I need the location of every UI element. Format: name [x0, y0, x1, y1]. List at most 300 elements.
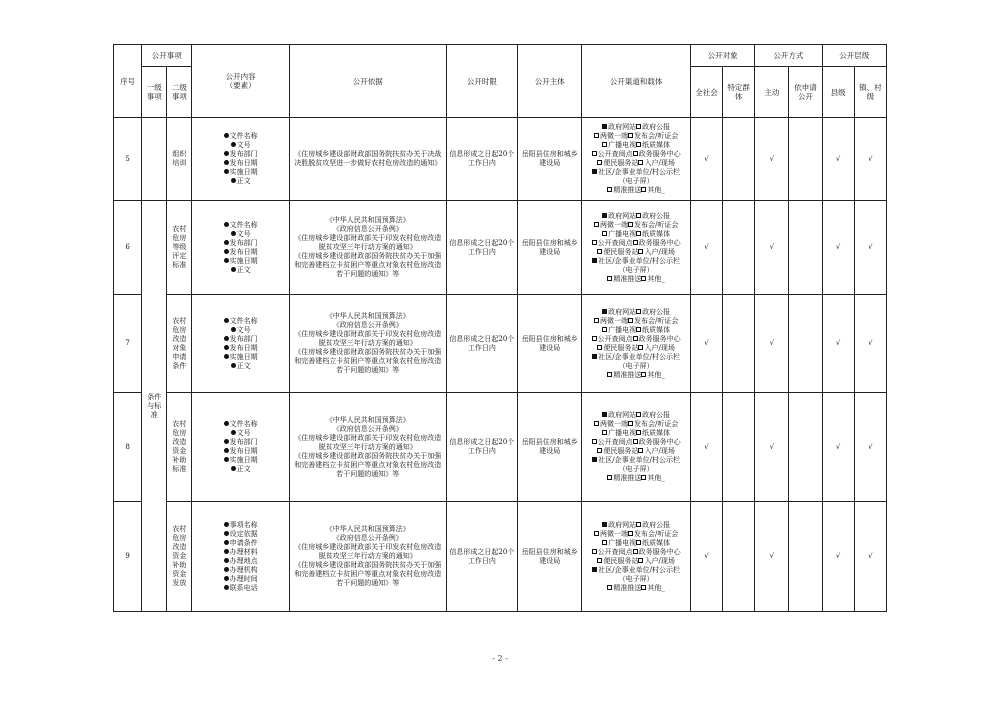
check-town: √ — [854, 201, 886, 295]
unchecked-box-icon — [633, 336, 638, 341]
check-specific — [723, 393, 755, 502]
content-element — [194, 150, 287, 159]
bullet-icon — [224, 531, 229, 536]
content-element — [194, 447, 287, 456]
unchecked-box-icon — [597, 448, 602, 453]
timing-cell: 信息形成之日起20个工作日内 — [446, 393, 517, 502]
channel-line — [584, 326, 688, 335]
channel-text: 发布会/听证会 — [633, 529, 679, 538]
channel-text: 其他_ — [647, 274, 665, 283]
channel-text: 公开查阅点 — [597, 438, 633, 446]
header-level: 公开层级 — [822, 45, 886, 67]
check-town: √ — [854, 295, 886, 393]
content-element — [194, 584, 287, 593]
content-element-text: 申请条件 — [229, 538, 258, 547]
header-level2: 二级事项 — [167, 67, 192, 118]
check-all: √ — [690, 295, 722, 393]
timing-cell: 信息形成之日起20个工作日内 — [446, 502, 517, 612]
unchecked-box-icon — [636, 213, 641, 218]
content-element — [194, 168, 287, 177]
check-county: √ — [822, 502, 854, 612]
subject-cell: 岳阳县住房和城乡建设局 — [518, 393, 582, 502]
content-element-text: 发布部门 — [229, 334, 258, 343]
unchecked-box-icon — [641, 276, 646, 281]
disclosure-table — [113, 44, 887, 612]
unchecked-box-icon — [636, 142, 641, 147]
channel-line — [584, 159, 688, 168]
bullet-icon — [224, 160, 229, 165]
check-county: √ — [822, 295, 854, 393]
basis-cell — [289, 295, 446, 393]
header-target-all: 全社会 — [690, 67, 722, 118]
bullet-icon — [231, 267, 236, 272]
category2-cell: 组织培训 — [167, 118, 192, 201]
basis-line: 《政府信息公开条例》 — [332, 321, 403, 329]
channel-text: 政府公报 — [642, 123, 671, 131]
check-all: √ — [690, 393, 722, 502]
content-element-text: 实施日期 — [229, 168, 258, 176]
content-element — [194, 344, 287, 353]
unchecked-box-icon — [636, 540, 641, 545]
channel-text: 公开查阅点 — [597, 150, 633, 158]
channel-line — [584, 353, 688, 362]
content-element-text: 办理材料 — [229, 547, 258, 556]
bullet-icon — [224, 558, 229, 563]
channel-text: （电子屏） — [618, 177, 654, 185]
bullet-icon — [224, 133, 229, 138]
channel-text: 其他_ — [647, 583, 665, 592]
channel-text: 入户/现场 — [644, 159, 675, 167]
channel-text: 便民服务站 — [603, 447, 639, 455]
channel-text: 其他_ — [647, 474, 665, 482]
content-elements — [192, 393, 290, 502]
table-row — [114, 393, 887, 502]
channel-text: 精准推送 — [613, 583, 642, 592]
channel-line — [584, 275, 688, 284]
check-county: √ — [822, 118, 854, 201]
content-element-text: 文件名称 — [229, 420, 258, 428]
content-element — [194, 257, 287, 266]
basis-line: 《中华人民共和国预算法》 — [325, 312, 410, 320]
channel-text: 政府网站 — [608, 307, 637, 316]
channel-line — [584, 335, 688, 344]
content-element — [194, 530, 287, 539]
subject-cell: 岳阳县住房和城乡建设局 — [518, 295, 582, 393]
header-level-county: 县级 — [822, 67, 854, 118]
check-county: √ — [822, 201, 854, 295]
bullet-icon — [231, 327, 236, 332]
checked-box-icon — [592, 354, 597, 359]
table-row — [114, 502, 887, 612]
basis-line: 《中华人民共和国预算法》 — [325, 525, 410, 533]
unchecked-box-icon — [638, 448, 643, 453]
unchecked-box-icon — [592, 240, 597, 245]
check-all: √ — [690, 502, 722, 612]
channel-text: 入户/现场 — [644, 447, 675, 455]
seq-cell: 6 — [114, 201, 142, 295]
channel-text: 便民服务站 — [603, 159, 639, 167]
check-town: √ — [854, 393, 886, 502]
content-element-text: 发布部门 — [229, 438, 258, 446]
channel-line — [584, 371, 688, 380]
unchecked-box-icon — [592, 336, 597, 341]
channel-cell — [582, 393, 691, 502]
channel-line — [584, 465, 688, 474]
content-element-text: 实施日期 — [229, 456, 258, 464]
checked-box-icon — [602, 309, 607, 314]
channel-text: （电子屏） — [618, 574, 654, 583]
bullet-icon — [224, 318, 229, 323]
unchecked-box-icon — [602, 231, 607, 236]
content-element-text: 文号 — [236, 141, 251, 149]
channel-text: 两微一端 — [599, 316, 628, 325]
table-body — [114, 118, 887, 612]
category1-cell-empty — [142, 118, 167, 201]
channel-text: 便民服务站 — [603, 247, 639, 256]
channel-text: 便民服务站 — [603, 556, 639, 565]
unchecked-box-icon — [636, 412, 641, 417]
channel-text: 便民服务站 — [603, 343, 639, 352]
basis-cell — [289, 118, 446, 201]
channel-cell — [582, 295, 691, 393]
check-request — [789, 502, 822, 612]
channel-text: 社区/企事业单位/村公示栏 — [598, 456, 680, 464]
unchecked-box-icon — [594, 222, 599, 227]
channel-text: （电子屏） — [618, 361, 654, 370]
channel-text: 社区/企事业单位/村公示栏 — [598, 168, 680, 176]
channel-cell — [582, 118, 691, 201]
channel-text: 广播电视 — [608, 538, 637, 547]
channel-text: 纸质媒体 — [642, 229, 671, 238]
channel-text: 精准推送 — [613, 186, 642, 194]
check-specific — [723, 201, 755, 295]
basis-line: 《住房城乡建设部财政部关于印发农村危房改造脱贫攻坚三年行动方案的通知》 — [294, 543, 442, 560]
content-element-text: 发布日期 — [229, 159, 258, 167]
bullet-icon — [231, 178, 236, 183]
unchecked-box-icon — [602, 327, 607, 332]
content-element-text: 文号 — [236, 429, 251, 437]
check-county: √ — [822, 393, 854, 502]
channel-line — [584, 308, 688, 317]
timing-cell: 信息形成之日起20个工作日内 — [446, 295, 517, 393]
channel-line — [584, 221, 688, 230]
channel-text: 入户/现场 — [644, 556, 675, 565]
basis-line: 《政府信息公开条例》 — [332, 424, 403, 433]
content-element — [194, 266, 287, 275]
channel-text: 两微一端 — [599, 132, 628, 140]
check-specific — [723, 295, 755, 393]
channel-text: （电子屏） — [618, 265, 654, 274]
content-element-text: 正文 — [236, 361, 251, 370]
content-element — [194, 548, 287, 557]
content-element — [194, 420, 287, 429]
category2-cell: 农村危房改造资金补助资金发放 — [167, 502, 192, 612]
header-content — [192, 45, 290, 118]
unchecked-box-icon — [628, 531, 633, 536]
content-element — [194, 575, 287, 584]
check-active: √ — [755, 295, 789, 393]
content-element-text: 文件名称 — [229, 132, 258, 140]
content-element — [194, 429, 287, 438]
category2-cell: 农村危房等级评定标准 — [167, 201, 192, 295]
channel-text: 政府网站 — [608, 211, 637, 220]
unchecked-box-icon — [628, 421, 633, 426]
content-element — [194, 557, 287, 566]
content-element — [194, 566, 287, 575]
header-public-item: 公开事项 — [142, 45, 192, 67]
channel-cell — [582, 502, 691, 612]
channel-line — [584, 566, 688, 575]
bullet-icon — [224, 439, 229, 444]
bullet-icon — [231, 466, 236, 471]
timing-cell: 信息形成之日起20个工作日内 — [446, 118, 517, 201]
check-specific — [723, 118, 755, 201]
check-all: √ — [690, 201, 722, 295]
channel-text: 政府公报 — [642, 307, 671, 316]
content-element-text: 正文 — [236, 465, 251, 473]
unchecked-box-icon — [594, 318, 599, 323]
channel-text: 其他_ — [647, 370, 665, 379]
channel-line — [584, 230, 688, 239]
channel-text: 广播电视 — [608, 325, 637, 334]
bullet-icon — [224, 240, 229, 245]
content-element-text: 文号 — [236, 325, 251, 334]
basis-line: 《住房城乡建设部财政部国务院扶贫办关于决战决胜脱贫攻坚进一步做好农村危房改造的通知》 — [294, 150, 442, 167]
unchecked-box-icon — [641, 187, 646, 192]
channel-line — [584, 557, 688, 566]
checked-box-icon — [592, 169, 597, 174]
unchecked-box-icon — [597, 558, 602, 563]
unchecked-box-icon — [607, 475, 612, 480]
table-row — [114, 118, 887, 201]
checked-box-icon — [592, 258, 597, 263]
channel-text: 发布会/听证会 — [633, 316, 679, 325]
unchecked-box-icon — [607, 585, 612, 590]
content-element — [194, 539, 287, 548]
channel-text: 公开查阅点 — [597, 238, 633, 247]
check-request — [789, 393, 822, 502]
bullet-icon — [224, 249, 229, 254]
channel-text: 纸质媒体 — [642, 538, 671, 547]
check-request — [789, 118, 822, 201]
content-element-text: 发布部门 — [229, 238, 258, 247]
content-element — [194, 248, 287, 257]
content-element-text: 办理地点 — [229, 556, 258, 565]
check-specific — [723, 502, 755, 612]
table-row — [114, 295, 887, 393]
content-element-text: 事项名称 — [229, 520, 258, 529]
channel-line — [584, 362, 688, 371]
channel-line — [584, 575, 688, 584]
channel-text: 精准推送 — [613, 274, 642, 283]
channel-line — [584, 539, 688, 548]
channel-text: 发布会/听证会 — [633, 220, 679, 229]
channel-line — [584, 212, 688, 221]
header-subject: 公开主体 — [518, 45, 582, 118]
unchecked-box-icon — [633, 151, 638, 156]
unchecked-box-icon — [633, 240, 638, 245]
unchecked-box-icon — [594, 421, 599, 426]
content-element-text: 实施日期 — [229, 352, 258, 361]
basis-line: 《政府信息公开条例》 — [332, 534, 403, 542]
basis-line: 《政府信息公开条例》 — [332, 225, 403, 233]
channel-line — [584, 141, 688, 150]
channel-line — [584, 447, 688, 456]
header-seq: 序号 — [114, 45, 142, 118]
content-element-text: 发布日期 — [229, 247, 258, 256]
content-element — [194, 335, 287, 344]
check-active: √ — [755, 118, 789, 201]
unchecked-box-icon — [633, 549, 638, 554]
checked-box-icon — [592, 457, 597, 462]
unchecked-box-icon — [594, 133, 599, 138]
channel-text: 精准推送 — [613, 474, 642, 482]
header-timing: 公开时限 — [446, 45, 517, 118]
header-content-title: 公开内容 — [225, 72, 256, 81]
unchecked-box-icon — [597, 160, 602, 165]
basis-cell — [289, 201, 446, 295]
bullet-icon — [224, 258, 229, 263]
channel-text: 政府公报 — [642, 211, 671, 220]
subject-cell: 岳阳县住房和城乡建设局 — [518, 502, 582, 612]
header-target: 公开对象 — [690, 45, 754, 67]
unchecked-box-icon — [607, 372, 612, 377]
channel-line — [584, 132, 688, 141]
table-row — [114, 201, 887, 295]
checked-box-icon — [602, 522, 607, 527]
check-all: √ — [690, 118, 722, 201]
channel-text: 其他_ — [647, 186, 665, 194]
channel-line — [584, 168, 688, 177]
bullet-icon — [231, 231, 236, 236]
unchecked-box-icon — [628, 318, 633, 323]
channel-text: 发布会/听证会 — [633, 420, 679, 428]
channel-text: 入户/现场 — [644, 247, 675, 256]
unchecked-box-icon — [594, 531, 599, 536]
category2-cell: 农村危房改造资金补助标准 — [167, 393, 192, 502]
check-active: √ — [755, 502, 789, 612]
channel-line — [584, 521, 688, 530]
header-channel: 公开渠道和载体 — [582, 45, 691, 118]
checked-box-icon — [602, 412, 607, 417]
basis-line: 《住房城乡建设部财政部国务院扶贫办关于加强和完善建档立卡贫困户等重点对象农村危房改造若干问题的通知》等 — [294, 252, 442, 278]
unchecked-box-icon — [638, 249, 643, 254]
content-element-text: 文号 — [236, 229, 251, 238]
channel-text: （电子屏） — [618, 465, 654, 473]
channel-line — [584, 411, 688, 420]
bullet-icon — [224, 354, 229, 359]
basis-cell — [289, 502, 446, 612]
header-level-town: 镇、村级 — [854, 67, 886, 118]
channel-text: 政务服务中心 — [638, 150, 681, 158]
check-request — [789, 295, 822, 393]
channel-line — [584, 248, 688, 257]
unchecked-box-icon — [607, 276, 612, 281]
content-element — [194, 326, 287, 335]
channel-text: 政务服务中心 — [638, 438, 681, 446]
channel-text: 政府公报 — [642, 520, 671, 529]
channel-text: 社区/企事业单位/村公示栏 — [598, 565, 680, 574]
channel-text: 社区/企事业单位/村公示栏 — [598, 352, 680, 361]
channel-text: 公开查阅点 — [597, 547, 633, 556]
bullet-icon — [224, 549, 229, 554]
timing-cell: 信息形成之日起20个工作日内 — [446, 201, 517, 295]
content-element-text: 正文 — [236, 265, 251, 274]
content-element-text: 发布部门 — [229, 150, 258, 158]
content-element-text: 办理时间 — [229, 574, 258, 583]
content-elements — [192, 118, 290, 201]
basis-line: 《住房城乡建设部财政部国务院扶贫办关于加强和完善建档立卡贫困户等重点对象农村危房改造若干问题的通知》等 — [294, 348, 442, 374]
content-element-text: 正文 — [236, 177, 251, 185]
bullet-icon — [224, 151, 229, 156]
content-element — [194, 465, 287, 474]
checked-box-icon — [602, 124, 607, 129]
content-element-text: 文件名称 — [229, 316, 258, 325]
channel-text: 精准推送 — [613, 370, 642, 379]
content-element — [194, 230, 287, 239]
unchecked-box-icon — [607, 187, 612, 192]
channel-text: 入户/现场 — [644, 343, 675, 352]
content-element — [194, 159, 287, 168]
unchecked-box-icon — [636, 522, 641, 527]
content-elements — [192, 295, 290, 393]
content-element-text: 联系电话 — [229, 583, 258, 592]
content-element — [194, 132, 287, 141]
channel-text: 发布会/听证会 — [633, 132, 679, 140]
content-element — [194, 317, 287, 326]
unchecked-box-icon — [638, 558, 643, 563]
unchecked-box-icon — [597, 345, 602, 350]
channel-text: 公开查阅点 — [597, 334, 633, 343]
content-element — [194, 521, 287, 530]
channel-line — [584, 456, 688, 465]
table-header — [114, 45, 887, 118]
channel-text: 广播电视 — [608, 141, 637, 149]
channel-line — [584, 317, 688, 326]
basis-line: 《住房城乡建设部财政部国务院扶贫办关于加强和完善建档立卡贫困户等重点对象农村危房改造若干问题的通知》等 — [294, 561, 442, 587]
bullet-icon — [224, 222, 229, 227]
channel-line — [584, 257, 688, 266]
basis-line: 《住房城乡建设部财政部关于印发农村危房改造脱贫攻坚三年行动方案的通知》 — [294, 433, 442, 451]
bullet-icon — [224, 336, 229, 341]
bullet-icon — [224, 448, 229, 453]
channel-text: 政务服务中心 — [638, 334, 681, 343]
header-method-active: 主动 — [755, 67, 789, 118]
seq-cell: 7 — [114, 295, 142, 393]
unchecked-box-icon — [633, 439, 638, 444]
bullet-icon — [231, 430, 236, 435]
unchecked-box-icon — [641, 585, 646, 590]
bullet-icon — [224, 457, 229, 462]
bullet-icon — [224, 567, 229, 572]
bullet-icon — [224, 345, 229, 350]
unchecked-box-icon — [597, 249, 602, 254]
bullet-icon — [224, 540, 229, 545]
channel-line — [584, 530, 688, 539]
unchecked-box-icon — [636, 231, 641, 236]
content-element-text: 文件名称 — [229, 220, 258, 229]
channel-text: 政府网站 — [608, 520, 637, 529]
bullet-icon — [224, 169, 229, 174]
channel-line — [584, 438, 688, 447]
seq-cell: 5 — [114, 118, 142, 201]
channel-text: 政府网站 — [608, 123, 637, 131]
channel-text: 两微一端 — [599, 220, 628, 229]
bullet-icon — [231, 142, 236, 147]
unchecked-box-icon — [641, 372, 646, 377]
unchecked-box-icon — [636, 430, 641, 435]
channel-text: 纸质媒体 — [642, 325, 671, 334]
